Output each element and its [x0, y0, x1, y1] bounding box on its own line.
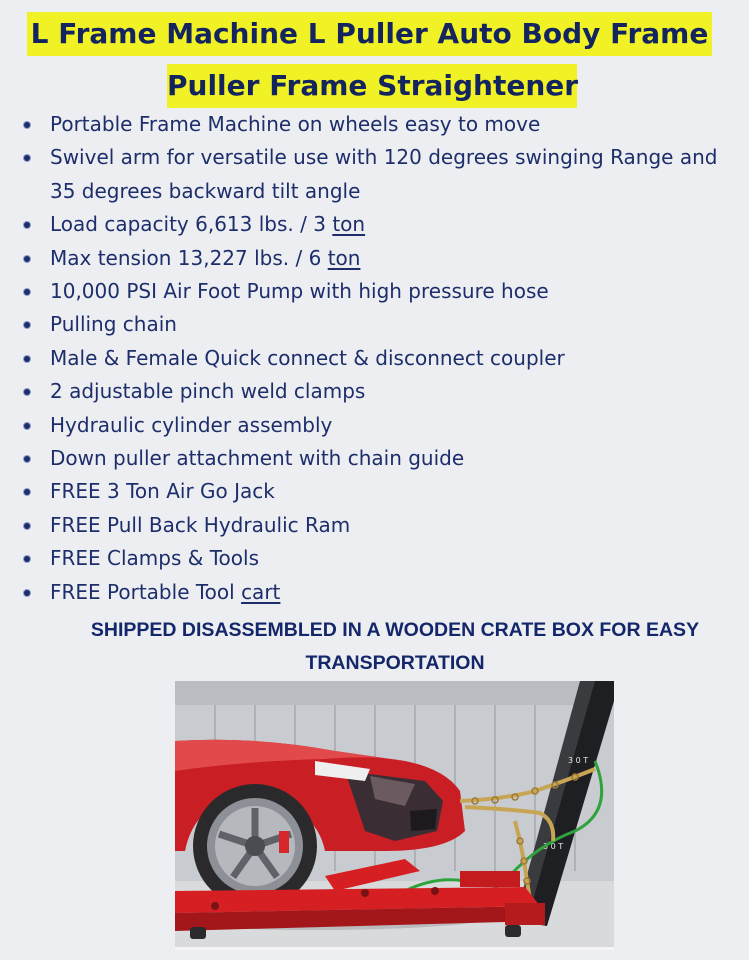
feature-text-underlined: ton	[327, 245, 361, 270]
feature-text-underlined: cart	[241, 579, 281, 604]
bullet-icon	[24, 122, 30, 128]
feature-text: FREE Clamps & Tools	[50, 546, 259, 571]
feature-item	[0, 308, 749, 341]
frame-machine-illustration	[175, 681, 614, 947]
feature-item	[0, 342, 749, 375]
product-photo	[175, 681, 614, 950]
feature-text: Pulling chain	[50, 312, 177, 337]
title-line-2: Puller Frame Straightener	[167, 64, 577, 108]
feature-item	[0, 576, 749, 609]
feature-text: Male & Female Quick connect & disconnect coupler	[50, 345, 565, 370]
feature-item	[0, 208, 749, 241]
feature-item	[0, 275, 749, 308]
feature-text: Hydraulic cylinder assembly	[50, 412, 333, 437]
title-line-1: L Frame Machine L Puller Auto Body Frame	[27, 12, 712, 56]
feature-item	[0, 542, 749, 575]
shipping-note	[40, 614, 749, 680]
bullet-icon	[24, 322, 30, 328]
feature-text: Portable Frame Machine on wheels easy to move	[50, 112, 541, 136]
feature-text-underlined: ton	[332, 212, 366, 237]
feature-text: Max tension 13,227 lbs. / 6	[50, 245, 328, 270]
feature-item	[0, 108, 749, 141]
feature-text: 2 adjustable pinch weld clamps	[50, 379, 366, 404]
feature-text: 10,000 PSI Air Foot Pump with high pressure hose	[50, 279, 549, 304]
feature-text: FREE Portable Tool	[50, 579, 242, 604]
feature-text: Down puller attachment with chain guide	[50, 446, 465, 471]
tower-label-top: 3 0 T	[568, 756, 589, 765]
feature-item	[0, 242, 749, 275]
shipping-note-line-2: TRANSPORTATION	[305, 652, 485, 674]
bullet-icon	[24, 256, 30, 262]
feature-item	[0, 475, 749, 508]
feature-text: Load capacity 6,613 lbs. / 3	[50, 212, 333, 237]
tower-label-mid: 3 0 T	[543, 842, 564, 851]
bullet-icon	[24, 289, 30, 295]
bullet-icon	[24, 456, 30, 462]
bullet-icon	[24, 389, 30, 395]
feature-item	[0, 509, 749, 542]
feature-text: FREE 3 Ton Air Go Jack	[50, 479, 275, 504]
bullet-icon	[24, 489, 30, 495]
feature-text: Swivel arm for versatile use with 120 degrees swinging Range and 35 degrees backward tilt angle	[50, 145, 718, 203]
bullet-icon	[24, 523, 30, 529]
feature-list	[0, 108, 749, 609]
feature-text: FREE Pull Back Hydraulic Ram	[50, 512, 351, 537]
bullet-icon	[24, 423, 30, 429]
feature-item	[0, 141, 730, 208]
feature-item	[0, 375, 749, 408]
feature-item	[0, 442, 749, 475]
shipping-note-line-1: SHIPPED DISASSEMBLED IN A WOODEN CRATE BOX FOR EASY	[90, 619, 700, 641]
bullet-icon	[24, 155, 30, 161]
bullet-icon	[24, 222, 30, 228]
feature-item	[0, 409, 749, 442]
bullet-icon	[24, 556, 30, 562]
bullet-icon	[24, 590, 30, 596]
bullet-icon	[24, 356, 30, 362]
